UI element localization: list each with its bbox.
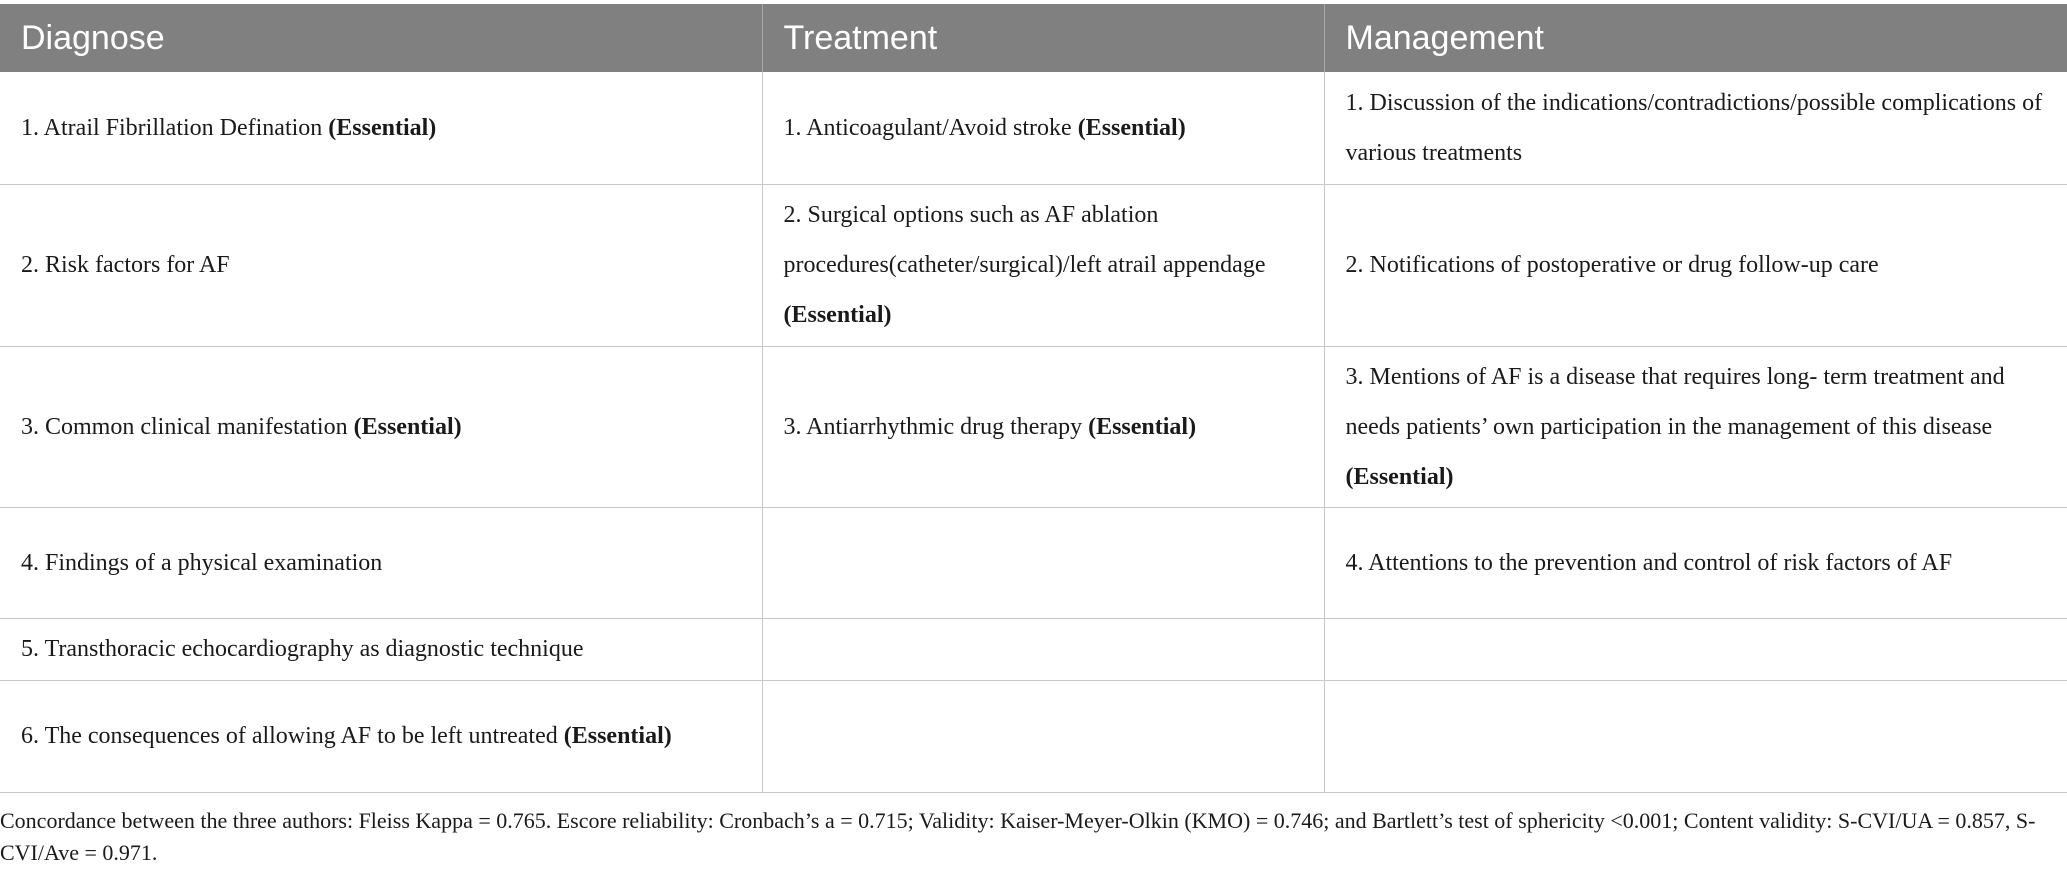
treatment-cell — [762, 507, 1324, 618]
table-row — [0, 346, 2067, 507]
treatment-cell: 2. Surgical options such as AF ablation procedures(catheter/surgical)/left atrail appendage (Essential) — [762, 184, 1324, 346]
diagnose-cell: 1. Atrail Fibrillation Defination (Essential) — [0, 72, 762, 184]
header-treatment: Treatment — [762, 4, 1324, 72]
management-cell: 1. Discussion of the indications/contradictions/possible complications of various treatments — [1324, 72, 2067, 184]
diagnose-cell: 3. Common clinical manifestation (Essential) — [0, 346, 762, 507]
table-row — [0, 184, 2067, 346]
header-diagnose: Diagnose — [0, 4, 762, 72]
treatment-cell: 1. Anticoagulant/Avoid stroke (Essential) — [762, 72, 1324, 184]
header-management: Management — [1324, 4, 2067, 72]
treatment-cell: 3. Antiarrhythmic drug therapy (Essential) — [762, 346, 1324, 507]
table-footnote: Concordance between the three authors: Fleiss Kappa = 0.765. Escore reliability: Cronbach’s a = 0.715; Validity: Kaiser-Meyer-Olkin (KMO) = 0.746; and Bartlett’s test of sphericity <0.001; Content validity: S-CVI/UA = 0.857, S-CVI/Ave = 0.971. — [0, 808, 2036, 865]
diagnose-cell: 5. Transthoracic echocardiography as diagnostic technique — [0, 618, 762, 680]
diagnose-cell: 4. Findings of a physical examination — [0, 507, 762, 618]
management-cell: 3. Mentions of AF is a disease that requires long- term treatment and needs patients’ own participation in the management of this disease (Essential) — [1324, 346, 2067, 507]
diagnose-cell: 2. Risk factors for AF — [0, 184, 762, 346]
table-row — [0, 618, 2067, 680]
table-row — [0, 680, 2067, 792]
table-row — [0, 72, 2067, 184]
table-row — [0, 507, 2067, 618]
diagnose-cell: 6. The consequences of allowing AF to be left untreated (Essential) — [0, 680, 762, 792]
management-cell: 2. Notifications of postoperative or drug follow-up care — [1324, 184, 2067, 346]
treatment-cell — [762, 618, 1324, 680]
management-cell — [1324, 680, 2067, 792]
table-header-row — [0, 4, 2067, 72]
criteria-table — [0, 4, 2067, 793]
treatment-cell — [762, 680, 1324, 792]
management-cell: 4. Attentions to the prevention and control of risk factors of AF — [1324, 507, 2067, 618]
management-cell — [1324, 618, 2067, 680]
